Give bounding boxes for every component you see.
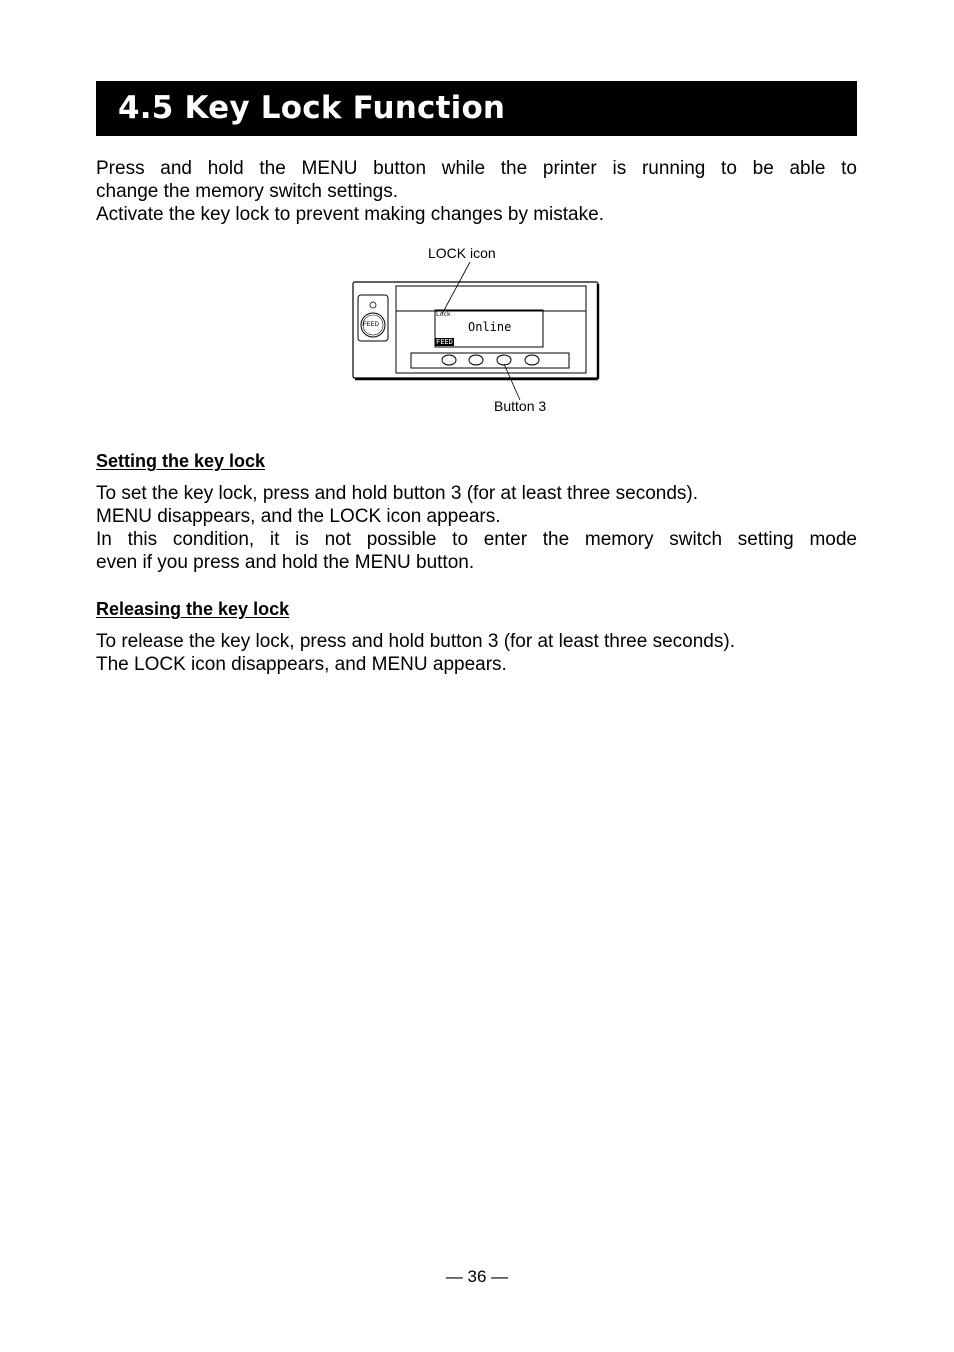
feed-button-label: FEED	[363, 322, 380, 328]
setting-line-3: In this condition, it is not possible to enter the memory switch setting mode	[96, 529, 857, 550]
panel-button-3	[497, 355, 511, 365]
setting-line-1: To set the key lock, press and hold button 3 (for at least three seconds).	[96, 483, 698, 504]
section-title-bar	[96, 81, 857, 136]
intro-paragraph	[96, 157, 857, 226]
panel-button-2	[469, 355, 483, 365]
button3-callout: Button 3	[494, 398, 547, 414]
page-number: — 36 —	[445, 1267, 509, 1286]
setting-line-4: even if you press and hold the MENU button.	[96, 552, 475, 573]
panel-button-4	[525, 355, 539, 365]
section-title: 4.5 Key Lock Function	[118, 90, 506, 126]
intro-line-2: change the memory switch settings.	[96, 181, 399, 202]
releasing-key-lock-paragraph	[96, 630, 857, 676]
releasing-line-2: The LOCK icon disappears, and MENU appears.	[96, 654, 507, 675]
lock-icon-callout: LOCK icon	[428, 245, 496, 261]
setting-line-2: MENU disappears, and the LOCK icon appears.	[96, 506, 501, 527]
releasing-line-1: To release the key lock, press and hold button 3 (for at least three seconds).	[96, 631, 735, 652]
lock-icon-leader	[442, 262, 470, 314]
setting-key-lock-heading: Setting the key lock	[96, 451, 266, 471]
power-led-icon	[370, 302, 376, 308]
intro-line-3: Activate the key lock to prevent making changes by mistake.	[96, 204, 604, 225]
panel-button-1	[442, 355, 456, 365]
button3-leader	[504, 364, 520, 400]
lcd-status-text: Online	[468, 320, 512, 334]
releasing-key-lock-heading: Releasing the key lock	[96, 599, 290, 619]
lcd-feed-label: FEED	[436, 338, 453, 346]
lcd-lock-indicator: Lock	[436, 311, 451, 318]
intro-line-1: Press and hold the MENU button while the printer is running to be able to	[96, 158, 857, 179]
printer-panel-diagram	[340, 240, 610, 420]
setting-key-lock-paragraph	[96, 482, 857, 574]
